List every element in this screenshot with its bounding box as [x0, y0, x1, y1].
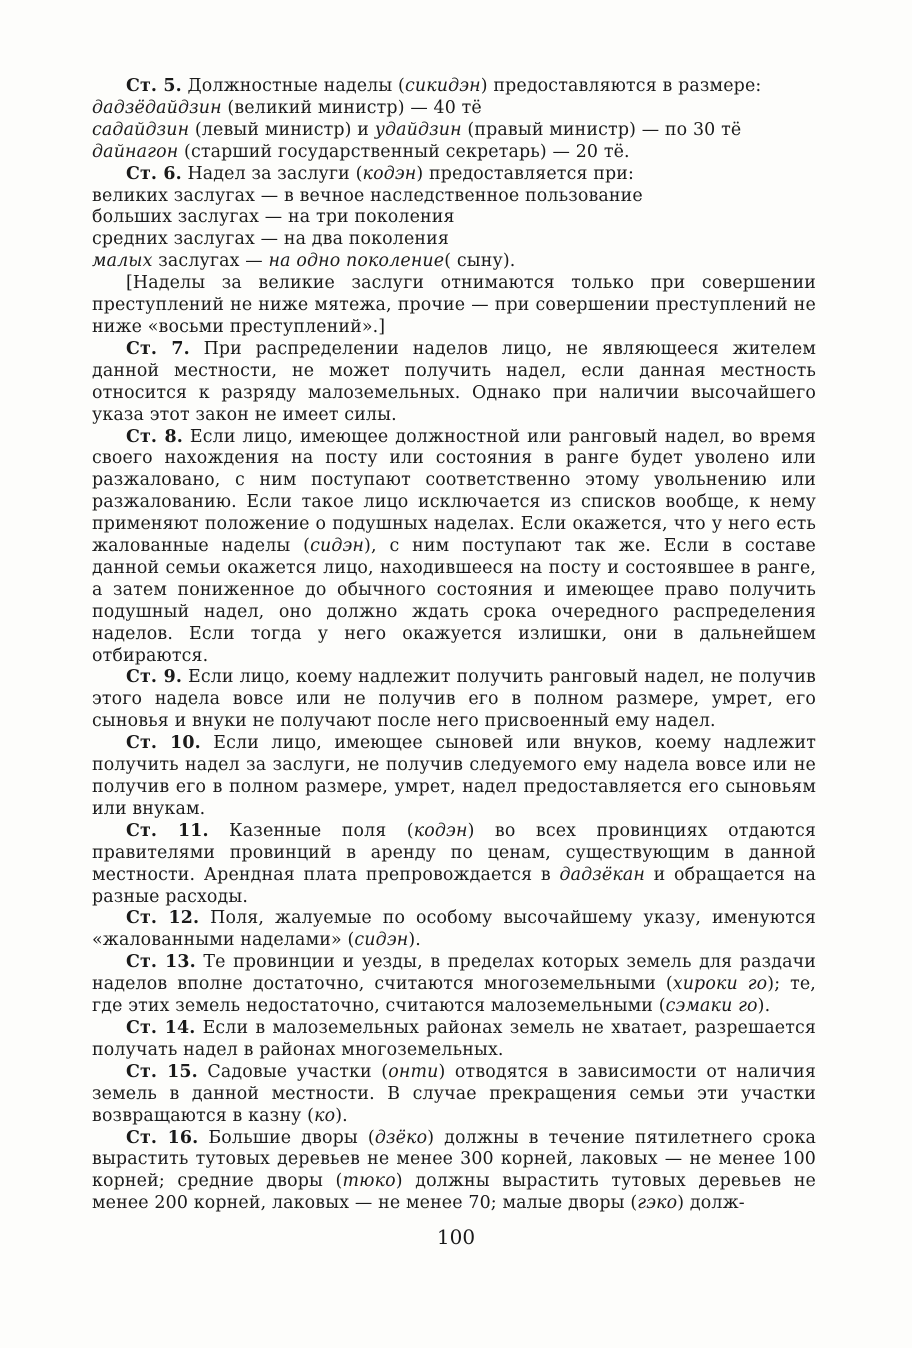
article-9 [92, 667, 816, 733]
article-15-text: ) отводятся в зависимости от наличия земель в данной местности. В случае прекращения семьи эти участки возвращаются в казну ( [92, 1061, 816, 1126]
article-13-label: Ст. 13. [126, 952, 196, 973]
article-16-text: ) должны в течение пятилетнего срока вырастить тутовых деревьев не менее 300 корней, лаковых — не менее 100 корней; средние дворы ( [92, 1127, 816, 1192]
article-8 [92, 427, 816, 668]
article-9-label: Ст. 9. [126, 667, 183, 688]
article-16-term: дзёко [374, 1127, 428, 1148]
article-8-term: сидэн [310, 536, 365, 557]
article-13-text: Те провинции и уезды, в пределах которых земель для раздачи наделов вполне достаточно, считаются многоземельными ( [92, 952, 817, 995]
article-11-text: ) во всех провинциях отдаются правителями провинций в аренду по ценам, существующим в данной местности. Арендная плата препровождается в [92, 820, 816, 885]
article-6-item: средних заслугах — на два поколения [92, 229, 450, 250]
article-8-label: Ст. 8. [126, 426, 184, 447]
article-5-item-text: (левый министр) и [189, 119, 375, 140]
article-5-item [92, 98, 816, 120]
article-16-term: гэко [637, 1193, 678, 1214]
article-5-text: ) предоставляются в размере: [480, 76, 762, 96]
article-13-text: ); те, где этих земель недостаточно, считаются малоземельными ( [92, 974, 816, 1017]
article-12-term: сидэн [354, 930, 409, 951]
article-11-label: Ст. 11. [126, 820, 209, 841]
article-13-term: хироки го [672, 974, 768, 995]
article-5-label: Ст. 5. [126, 76, 182, 96]
article-10 [92, 733, 816, 821]
article-7-label: Ст. 7. [126, 338, 190, 359]
article-6-item-text: ( сыну). [444, 251, 516, 272]
article-6-text: ) предоставляется при: [416, 163, 635, 184]
article-6-text: Надел за заслуги ( [181, 163, 363, 184]
article-15-text: ). [335, 1105, 348, 1126]
article-11-term: дадзёкан [559, 864, 646, 885]
article-16-text: ) долж- [677, 1193, 745, 1214]
article-15-text: Садовые участки ( [197, 1061, 389, 1082]
article-5-item-term: дайнагон [92, 141, 179, 162]
article-6-item-term: на одно поколение [268, 251, 445, 272]
article-8-text: ), с ним поступают так же. Если в составе данной семьи окажется лицо, находившееся на посту и состоявшее в ранге, а затем пониженное до обычного состояния и имеющее право получить подушный надел, оно должно ждать срока очередного распределения наделов. Если тогда у него окажуется излишки, они в дальнейшем отбираются. [92, 536, 816, 666]
article-6-item: великих заслугах — в вечное наследственное пользование [92, 185, 643, 206]
article-10-label: Ст. 10. [126, 733, 201, 754]
article-6-note: [Наделы за великие заслуги отнимаются только при совершении преступлений не ниже мятежа, прочие — при совершении преступлений не ниже «восьми преступлений».] [92, 273, 816, 337]
article-15-term: онти [388, 1061, 439, 1082]
article-16-text: Большие дворы ( [198, 1127, 375, 1148]
article-5-item-term: дадзёдайдзин [92, 97, 222, 118]
article-5-item [92, 142, 816, 164]
article-5 [92, 76, 816, 98]
article-13-term: сэмаки го [665, 996, 758, 1017]
article-14-label: Ст. 14. [126, 1017, 196, 1038]
article-6-term: кодэн [362, 163, 417, 184]
article-16-term: тюко [342, 1171, 396, 1192]
article-5-item-term: садайдзин [92, 119, 190, 140]
article-12-text: Поля, жалуемые по особому высочайшему указу, именуются «жалованными наделами» ( [92, 908, 816, 951]
article-15 [92, 1062, 816, 1128]
article-12 [92, 908, 816, 952]
article-5-item-text: (правый министр) — по 30 тё [461, 119, 742, 140]
article-15-label: Ст. 15. [126, 1061, 198, 1082]
article-11 [92, 821, 816, 909]
article-11-text: и обращается на разные расходы. [92, 864, 816, 907]
article-5-item-term: удайдзин [374, 119, 462, 140]
article-5-item [92, 120, 816, 142]
article-5-item-text: (великий министр) — 40 тё [221, 97, 482, 118]
article-6-label: Ст. 6. [126, 163, 182, 184]
article-5-text: Должностные наделы ( [181, 76, 405, 96]
article-7 [92, 339, 816, 427]
article-6-item-term: малых [92, 251, 153, 272]
article-10-text: Если лицо, имеющее сыновей или внуков, коему надлежит получить надел за заслуги, не получив следуемого ему надела вовсе или не получив его в полном размере, умрет, надел предоставляется его сыновьям или внукам. [92, 733, 816, 819]
article-6-item: больших заслугах — на три поколения [92, 207, 455, 228]
article-11-term: кодэн [413, 820, 468, 841]
article-6 [92, 164, 816, 186]
article-7-text: При распределении наделов лицо, не являющееся жителем данной местности, не может получить надел, если данная местность относится к разряду малоземельных. Однако при наличии высочайшего указа этот закон не имеет силы. [92, 338, 816, 425]
article-12-label: Ст. 12. [126, 908, 200, 929]
article-16 [92, 1128, 816, 1216]
article-16-text: ) должны вырастить тутовых деревьев не менее 200 корней, лаковых — не менее 70; малые дворы ( [92, 1171, 817, 1214]
article-13-text: ). [757, 996, 771, 1017]
article-16-label: Ст. 16. [126, 1127, 199, 1148]
article-14 [92, 1018, 816, 1062]
article-6-item-text: заслугах — [152, 251, 269, 272]
article-13 [92, 952, 816, 1018]
document-body [92, 76, 816, 1215]
page-number: 100 [436, 1225, 476, 1249]
article-6-item [92, 251, 816, 273]
article-5-term: сикидэн [404, 76, 481, 96]
article-14-text: Если в малоземельных районах земель не хватает, разрешается получать надел в районах многоземельных. [92, 1017, 817, 1060]
article-8-text: Если лицо, имеющее должностной или ранговый надел, во время своего нахождения на посту или состояния в ранге будет уволено или разжаловано, с ним поступают соответственно этому увольнению или разжалованию. Если такое лицо исключается из списков вообще, к нему применяют положение о подушных наделах. Если окажется, что у него есть жалованные наделы ( [92, 426, 816, 557]
article-11-text: Казенные поля ( [208, 820, 414, 841]
article-5-item-text: (старший государственный секретарь) — 20 тё. [178, 141, 630, 162]
article-12-text: ). [408, 930, 421, 951]
article-9-text: Если лицо, коему надлежит получить ранговый надел, не получив этого надела вовсе или не получив его в полном размере, умрет, его сыновья и внуки не получают после него присвоенный ему надел. [92, 667, 816, 732]
article-15-term: ко [314, 1105, 336, 1126]
